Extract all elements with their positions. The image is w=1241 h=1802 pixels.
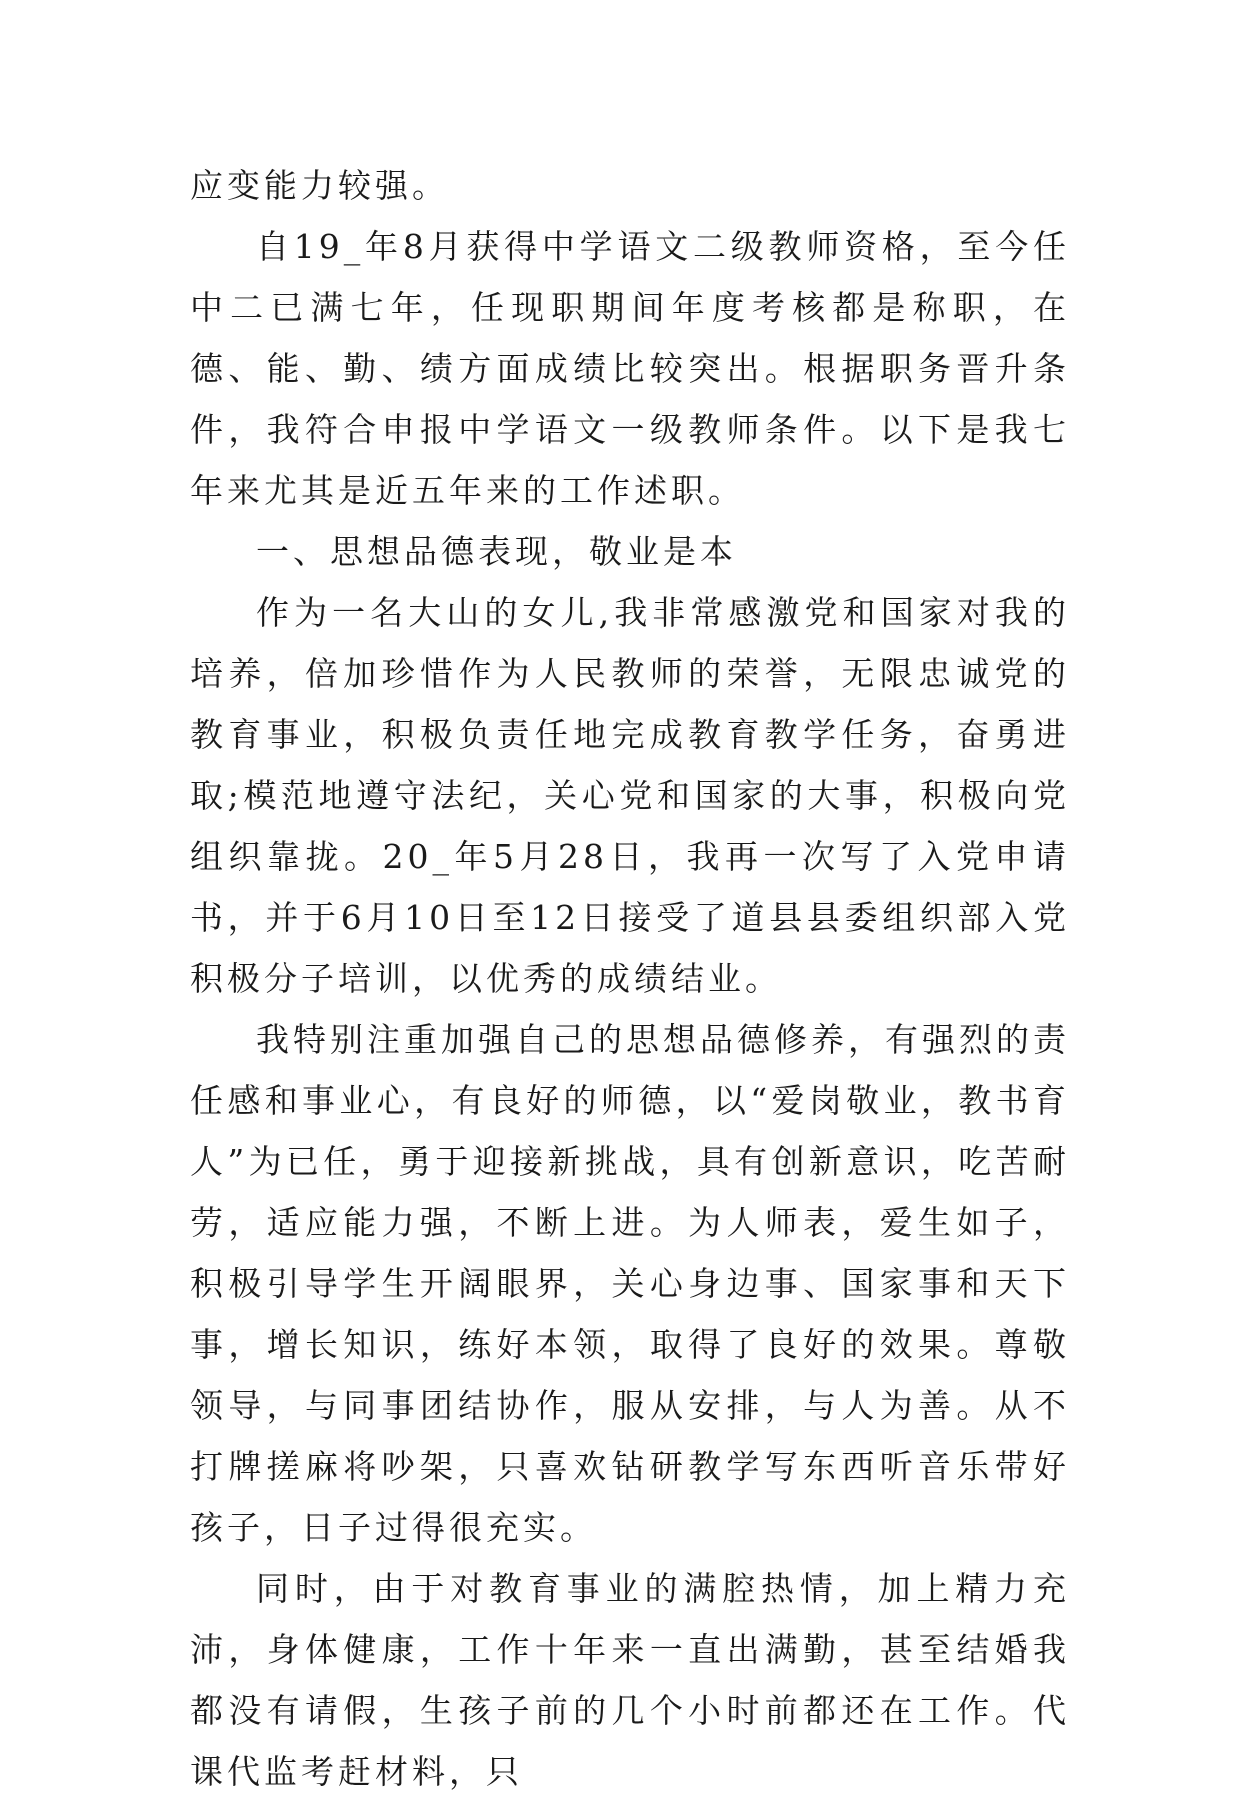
- document-body: [190, 155, 1070, 1802]
- paragraph-qualification: 自19_年8月获得中学语文二级教师资格，至今任中二已满七年，任现职期间年度考核都是称职，在德、能、勤、绩方面成绩比较突出。根据职务晋升条件，我符合申报中学语文一级教师条件。以下是我七年来尤其是近五年来的工作述职。: [190, 227, 1070, 510]
- paragraph-character: 我特别注重加强自己的思想品德修养，有强烈的责任感和事业心，有良好的师德，以“爱岗敬业，教书育人”为已任，勇于迎接新挑战，具有创新意识，吃苦耐劳，适应能力强，不断上进。为人师表，爱生如子，积极引导学生开阔眼界，关心身边事、国家事和天下事，增长知识，练好本领，取得了良好的效果。尊敬领导，与同事团结协作，服从安排，与人为善。从不打牌搓麻将吵架，只喜欢钻研教学写东西听音乐带好孩子，日子过得很充实。: [190, 1020, 1070, 1547]
- section-heading-ideology: 一、思想品德表现，敬业是本: [256, 532, 737, 571]
- paragraph-party: 作为一名大山的女儿,我非常感激党和国家对我的培养，倍加珍惜作为人民教师的荣誉，无限忠诚党的教育事业，积极负责任地完成教育教学任务，奋勇进取;模范地遵守法纪，关心党和国家的大事，积极向党组织靠拢。20_年5月28日，我再一次写了入党申请书，并于6月10日至12日接受了道县县委组织部入党积极分子培训，以优秀的成绩结业。: [190, 593, 1070, 998]
- paragraph-attendance: 同时，由于对教育事业的满腔热情，加上精力充沛，身体健康，工作十年来一直出满勤，甚至结婚我都没有请假，生孩子前的几个小时前都还在工作。代课代监考赶材料，只: [190, 1569, 1070, 1791]
- paragraph-continuation: 应变能力较强。: [190, 166, 449, 205]
